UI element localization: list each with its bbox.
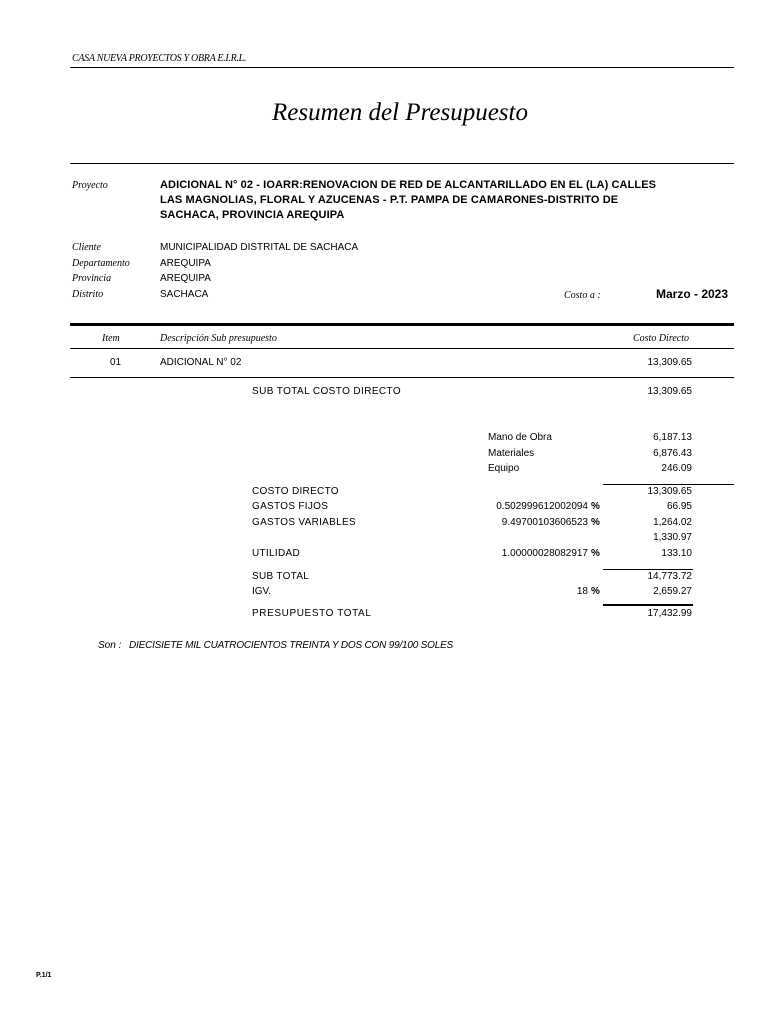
- province-label: Provincia: [72, 273, 112, 284]
- igv-label: IGV.: [252, 586, 272, 597]
- equipment-value: 246.09: [661, 463, 692, 474]
- subtotal-rule: [603, 569, 693, 570]
- sub-total-value: 14,773.72: [647, 571, 692, 582]
- district-label: Distrito: [72, 289, 104, 300]
- amount-in-words: DIECISIETE MIL CUATROCIENTOS TREINTA Y DOS CON 99/100 SOLES: [129, 640, 454, 651]
- subtotal-direct-label: SUB TOTAL COSTO DIRECTO: [252, 386, 402, 397]
- variable-expenses-label: GASTOS VARIABLES: [252, 517, 356, 528]
- cost-at-label: Costo a :: [564, 290, 601, 301]
- direct-cost-label: COSTO DIRECTO: [252, 486, 339, 497]
- total-budget-value: 17,432.99: [647, 608, 692, 619]
- department-label: Departamento: [72, 258, 130, 269]
- equipment-label: Equipo: [488, 463, 520, 474]
- project-line-3: SACHACA, PROVINCIA AREQUIPA: [160, 209, 345, 221]
- fixed-expenses-value: 66.95: [666, 501, 692, 512]
- profit-label: UTILIDAD: [252, 548, 300, 559]
- total-rule: [603, 604, 693, 606]
- subtotal-direct-value: 13,309.65: [647, 386, 692, 397]
- header-rule: [70, 67, 734, 68]
- variable-expenses-value: 1,264.02: [653, 517, 692, 528]
- total-budget-label: PRESUPUESTO TOTAL: [252, 608, 372, 619]
- sub-total-label: SUB TOTAL: [252, 571, 310, 582]
- project-label: Proyecto: [72, 180, 108, 191]
- variable-expenses-pct: 9.49700103606523: [501, 517, 588, 528]
- page-number: P.1/1: [36, 972, 52, 979]
- materials-value: 6,876.43: [653, 448, 692, 459]
- fixed-expenses-pct: 0.502999612002094: [496, 501, 588, 512]
- igv-value: 2,659.27: [653, 586, 692, 597]
- table-row-item: 01: [110, 357, 122, 368]
- amount-in-words-label: Son :: [98, 640, 122, 651]
- labor-value: 6,187.13: [653, 432, 692, 443]
- fixed-expenses-label: GASTOS FIJOS: [252, 501, 329, 512]
- client-value: MUNICIPALIDAD DISTRITAL DE SACHACA: [160, 242, 359, 253]
- profit-unit: %: [591, 548, 600, 559]
- table-header-rule: [70, 348, 734, 349]
- variable-expenses-unit: %: [591, 517, 600, 528]
- igv-pct: 18: [576, 586, 588, 597]
- table-row-description: ADICIONAL N° 02: [160, 357, 242, 368]
- expenses-total-value: 1,330.97: [653, 532, 692, 543]
- igv-unit: %: [591, 586, 600, 597]
- client-label: Cliente: [72, 242, 101, 253]
- table-top-rule: [70, 323, 734, 326]
- direct-cost-value: 13,309.65: [647, 486, 692, 497]
- table-bottom-rule: [70, 377, 734, 378]
- title-rule: [70, 163, 734, 164]
- labor-label: Mano de Obra: [488, 432, 552, 443]
- col-header-item: Item: [102, 333, 120, 344]
- breakdown-rule: [603, 484, 734, 485]
- company-name: CASA NUEVA PROYECTOS Y OBRA E.I.R.L.: [72, 53, 247, 64]
- fixed-expenses-unit: %: [591, 501, 600, 512]
- materials-label: Materiales: [488, 448, 535, 459]
- col-header-cost: Costo Directo: [633, 333, 690, 344]
- table-row-cost: 13,309.65: [647, 357, 692, 368]
- province-value: AREQUIPA: [160, 273, 211, 284]
- profit-pct: 1.00000028082917: [501, 548, 588, 559]
- col-header-description: Descripción Sub presupuesto: [160, 333, 277, 344]
- district-value: SACHACA: [160, 289, 209, 300]
- page-title: Resumen del Presupuesto: [272, 99, 528, 126]
- department-value: AREQUIPA: [160, 258, 211, 269]
- cost-at-value: Marzo - 2023: [656, 287, 729, 301]
- project-line-1: ADICIONAL N° 02 - IOARR:RENOVACION DE RED DE ALCANTARILLADO EN EL (LA) CALLES: [160, 179, 657, 191]
- project-line-2: LAS MAGNOLIAS, FLORAL Y AZUCENAS - P.T. PAMPA DE CAMARONES-DISTRITO DE: [160, 194, 619, 206]
- profit-value: 133.10: [661, 548, 692, 559]
